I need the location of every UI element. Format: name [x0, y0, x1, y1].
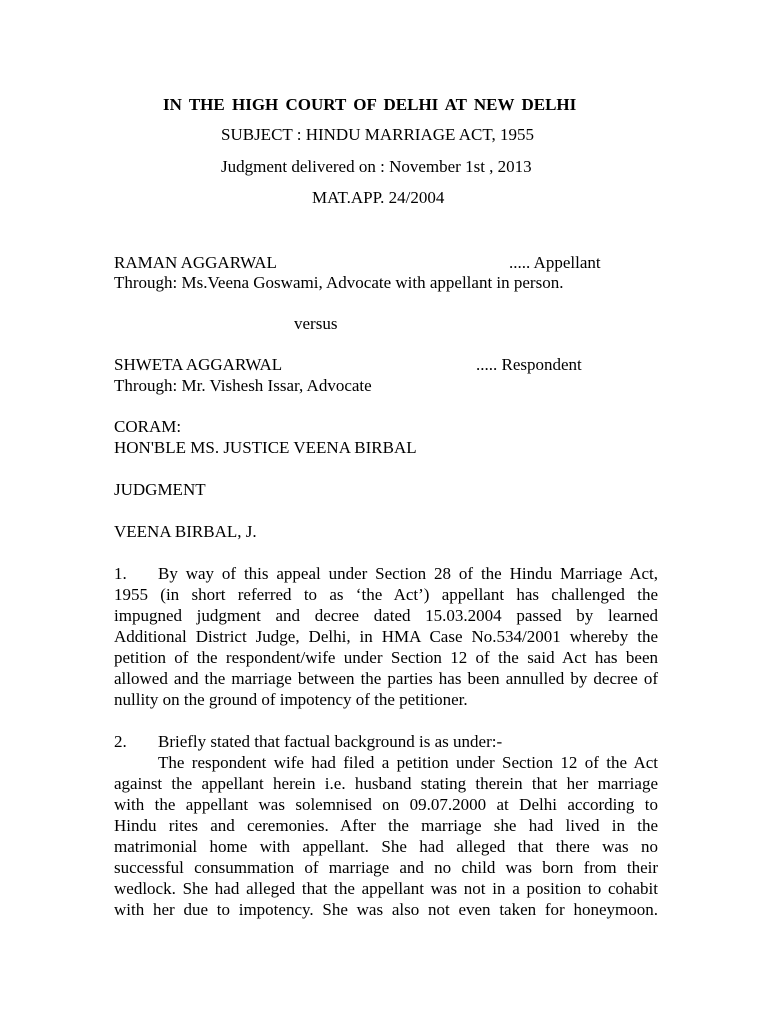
coram-label: CORAM: [114, 417, 182, 436]
paragraph-2-line-4: with the appellant was solemnised on 09.07.2000 at Delhi according to [114, 795, 658, 814]
versus-label: versus [294, 314, 338, 333]
paragraph-1-line-1: By way of this appeal under Section 28 of the Hindu Marriage Act, [158, 564, 658, 583]
paragraph-2-line-7: successful consummation of marriage and no child was born from their [114, 858, 658, 877]
appellant-name: RAMAN AGGARWAL [114, 253, 277, 272]
judgment-author: VEENA BIRBAL, J. [114, 522, 257, 541]
paragraph-2-line-8: wedlock. She had alleged that the appellant was not in a position to cohabit [114, 879, 658, 898]
paragraph-1-line-4: Additional District Judge, Delhi, in HMA Case No.534/2001 whereby the [114, 627, 658, 646]
respondent-counsel: Through: Mr. Vishesh Issar, Advocate [114, 376, 372, 395]
paragraph-2-line-6: matrimonial home with appellant. She had alleged that there was no [114, 837, 658, 856]
appellant-role: ..... Appellant [509, 253, 601, 272]
paragraph-2-line-1: Briefly stated that factual background is as under:- [158, 732, 503, 751]
judgment-heading: JUDGMENT [114, 480, 206, 499]
paragraph-2-line-9: with her due to impotency. She was also not even taken for honeymoon. [114, 900, 658, 919]
coram-judge: HON'BLE MS. JUSTICE VEENA BIRBAL [114, 438, 417, 457]
paragraph-1-line-2: 1955 (in short referred to as ‘the Act’) appellant has challenged the [114, 585, 658, 604]
case-number: MAT.APP. 24/2004 [312, 188, 445, 207]
paragraph-2-line-3: against the appellant herein i.e. husband stating therein that her marriage [114, 774, 658, 793]
respondent-role: ..... Respondent [476, 355, 582, 374]
paragraph-2-line-2: The respondent wife had filed a petition under Section 12 of the Act [158, 753, 658, 772]
subject-line: SUBJECT : HINDU MARRIAGE ACT, 1955 [221, 125, 534, 144]
paragraph-1-number: 1. [114, 564, 127, 583]
paragraph-1-line-6: allowed and the marriage between the parties has been annulled by decree of [114, 669, 658, 688]
delivery-date: Judgment delivered on : November 1st , 2013 [221, 157, 532, 176]
paragraph-2-line-5: Hindu rites and ceremonies. After the marriage she had lived in the [114, 816, 658, 835]
appellant-counsel: Through: Ms.Veena Goswami, Advocate with appellant in person. [114, 273, 564, 292]
paragraph-1-line-3: impugned judgment and decree dated 15.03.2004 passed by learned [114, 606, 658, 625]
paragraph-1-line-7: nullity on the ground of impotency of the petitioner. [114, 690, 468, 709]
paragraph-1-line-5: petition of the respondent/wife under Section 12 of the said Act has been [114, 648, 658, 667]
court-title: IN THE HIGH COURT OF DELHI AT NEW DELHI [163, 95, 577, 114]
respondent-name: SHWETA AGGARWAL [114, 355, 283, 374]
paragraph-2-number: 2. [114, 732, 127, 751]
